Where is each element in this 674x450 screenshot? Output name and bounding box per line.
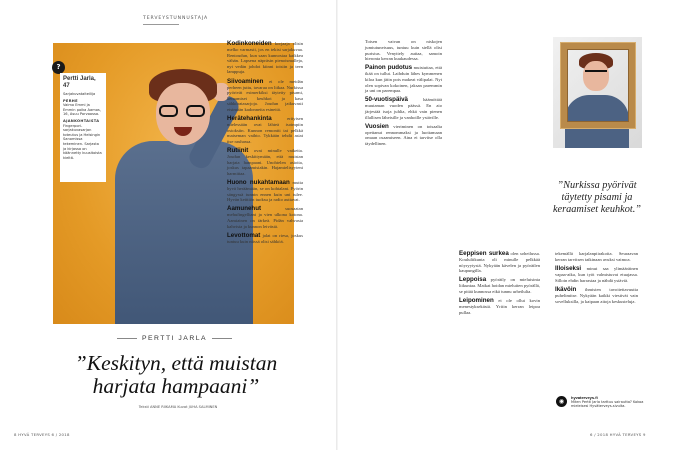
paragraph: Rutiinit ovat minulle vaikeita. Joudun keskittymään, että muistan harjata hampaani. Unohtelen asioita, joskus tapaamisiakin. Hajamielisyyteni harmittaa. bbox=[227, 147, 303, 176]
portrait-glasses bbox=[159, 105, 207, 117]
text-column-3 bbox=[459, 250, 540, 318]
paragraph: Eeppisen surkea olen urheilussa. Koululiikunta oli minulle pelkkää nöyryytystä. Nykyään kävelen ja pyöräilen kaupungilla. bbox=[459, 250, 540, 274]
bio-occupation: Sarjakuvataiteilija bbox=[63, 92, 96, 96]
paragraph: Illoiseksi minut saa ylimääräinen vapaa-aika, kun työt valmistuvat etuajassa. Silloin ehdin harrastaa ja nähdä ystäviä. bbox=[555, 265, 638, 283]
article-credits: Teksti ANNE RIIKAMA Kuvat JUHA SALMINEN bbox=[138, 405, 218, 409]
framed-portrait-photo bbox=[553, 37, 642, 148]
web-teaser-body: Miten Pertti Jarla tarttuu sairautta? Kokoa mieleisesi Hyväterveys-sivulta. bbox=[571, 400, 644, 409]
paragraph: Herätehankinta erityisen mielessään ovat lähteä isoimpiin ostoksiin. Kunnon remontti tai pelkkä maiseman vaihto. Tykkään tehdä asiat itse rauhassa. bbox=[227, 115, 303, 144]
question-mark-icon: ? bbox=[52, 61, 65, 74]
bio-current-text: Fingerpori-sarjakuvasarjan toteutus ja Helsingin Sanomissa tekeminen. Sarjasta ja kirjassa on käännetty kuusitoista kieltä. bbox=[63, 123, 102, 160]
folio-left: 8 HYVÄ TERVEYS 6 / 2018 bbox=[14, 432, 70, 437]
paragraph: Painon pudotus muistuttaa, että ikää on tullut. Laihduin lähes kymmenen kiloa kun jätin pois makeat välipalat. Nyt olen sopivan kokoinen, jaksan paremmin ja uni on parempaa. bbox=[365, 64, 442, 94]
pull-quote: ”Nurkissa pyörivät täytetty pisami ja keraamiset keuhkot.” bbox=[552, 180, 642, 215]
paragraph: Leipominen ei ole ollut kovin menestyksekästä. Yritin kerran leipoa pullaa. bbox=[459, 297, 540, 315]
paragraph: Ikävöin ihmisten tavoitettavuutta puhelimitse. Nykyään kaikki viestivät vain sovelluksilla, ja kaipaan aitoja keskusteluja. bbox=[555, 285, 638, 304]
mouse-icon: ◉ bbox=[556, 396, 567, 407]
paragraph: Vuosien vieriminen on toisaalta opettanut rennommaksi ja luottamaan omaan osaamiseen. Aina ei tarvitse olla täydellinen. bbox=[365, 122, 442, 146]
text-column-1 bbox=[227, 40, 303, 247]
paragraph: 50-vuotispäivä häämöttää muutaman vuoden päässä. En aio järjestää isoja juhlia, ehkä vain pienen illallisen läheisille ja vanhoille ystäville. bbox=[365, 96, 442, 120]
paragraph: Leppoisa pyöräily on mieluisinta liikuntaa. Matkat hoidan mieluiten pyörällä, se pitää kunnossa eikä tunnu urheilulta. bbox=[459, 276, 540, 294]
bio-family-text: Vaimo Emmi ja Emmin poika Aamos, 16, Asuu Porvoossa. bbox=[63, 103, 101, 117]
bio-name: Pertti Jarla, 47 bbox=[63, 76, 96, 89]
section-label: TERVEYSTUNNUSTAJA bbox=[143, 16, 209, 21]
paragraph: Aamunehut suosaatan mehufingelliani ja vien ulkona kotona. Aamiainen on tärkeä. Pidän vahvasta kahvista ja kunnon leivästä. bbox=[227, 205, 303, 229]
caption-name: PERTTI JARLA bbox=[141, 335, 208, 342]
web-teaser-text bbox=[571, 396, 646, 409]
paragraph: tekemällä karjalanpiirakoita. Seuraavan kerran tarvitsen taikinaan avuksi vaimoa. bbox=[555, 251, 638, 262]
paragraph: Kodinkoneiden korjaaja olisin melko varmasti, jos en tekisi sarjakuvaa. Rentoudun, kun saan kunnostaa kaikkea vähän. Lapsena näpräsin pienoismalleja, nyt vedän johdot kiinni toisiin ja teen lamppuja. bbox=[227, 40, 303, 75]
caption-rule-right bbox=[212, 338, 232, 339]
section-rule bbox=[143, 24, 179, 25]
paragraph: Toisen vaivan on niskojen jumiutuneisuus, tuntuu kuin siellä olisi puristus. Venyttely auttaa, samoin hieronta kerran kuukaudessa. bbox=[365, 39, 442, 62]
picture-frame bbox=[561, 43, 635, 128]
web-site-link[interactable]: hyvaterveys.fi bbox=[571, 395, 598, 400]
web-teaser[interactable] bbox=[556, 396, 646, 409]
text-column-2 bbox=[365, 38, 442, 149]
bio-box bbox=[60, 73, 106, 182]
page-gutter bbox=[336, 0, 338, 450]
paragraph: Siivoaminen ei ole meidän perheen juttu, tavaraa on liikaa. Nurkissa pyörivät esimerkiksi täytetty pisami, keraamiset keuhkot ja kasa sähköratasarjoja. Joudun jatkuvasti etsimään kadonneita esineitä. bbox=[227, 77, 303, 112]
folio-right: 6 / 2018 HYVÄ TERVEYS 9 bbox=[590, 432, 646, 437]
photo-name-caption bbox=[117, 335, 232, 342]
caption-rule-left bbox=[117, 338, 137, 339]
text-column-4 bbox=[555, 250, 638, 307]
headline-quote: ”Keskityn, että muistan harjata hampaani” bbox=[74, 351, 278, 398]
bio-family-heading: PERHE bbox=[63, 98, 78, 103]
paragraph: Huono nukahtamaan mutta hyvä heräämään, se on kohtalani. Pyörin sängyssä tunnin ennen kuin uni tulee. Hyvän keittiön tuoksu ja radio auttavat. bbox=[227, 179, 303, 203]
bio-current-heading: AJANKOHTAISTA bbox=[63, 118, 100, 123]
paragraph: Levottomat jalat on riesa, joskus tuntuu kuin niissä olisi sähköä. bbox=[227, 231, 303, 244]
